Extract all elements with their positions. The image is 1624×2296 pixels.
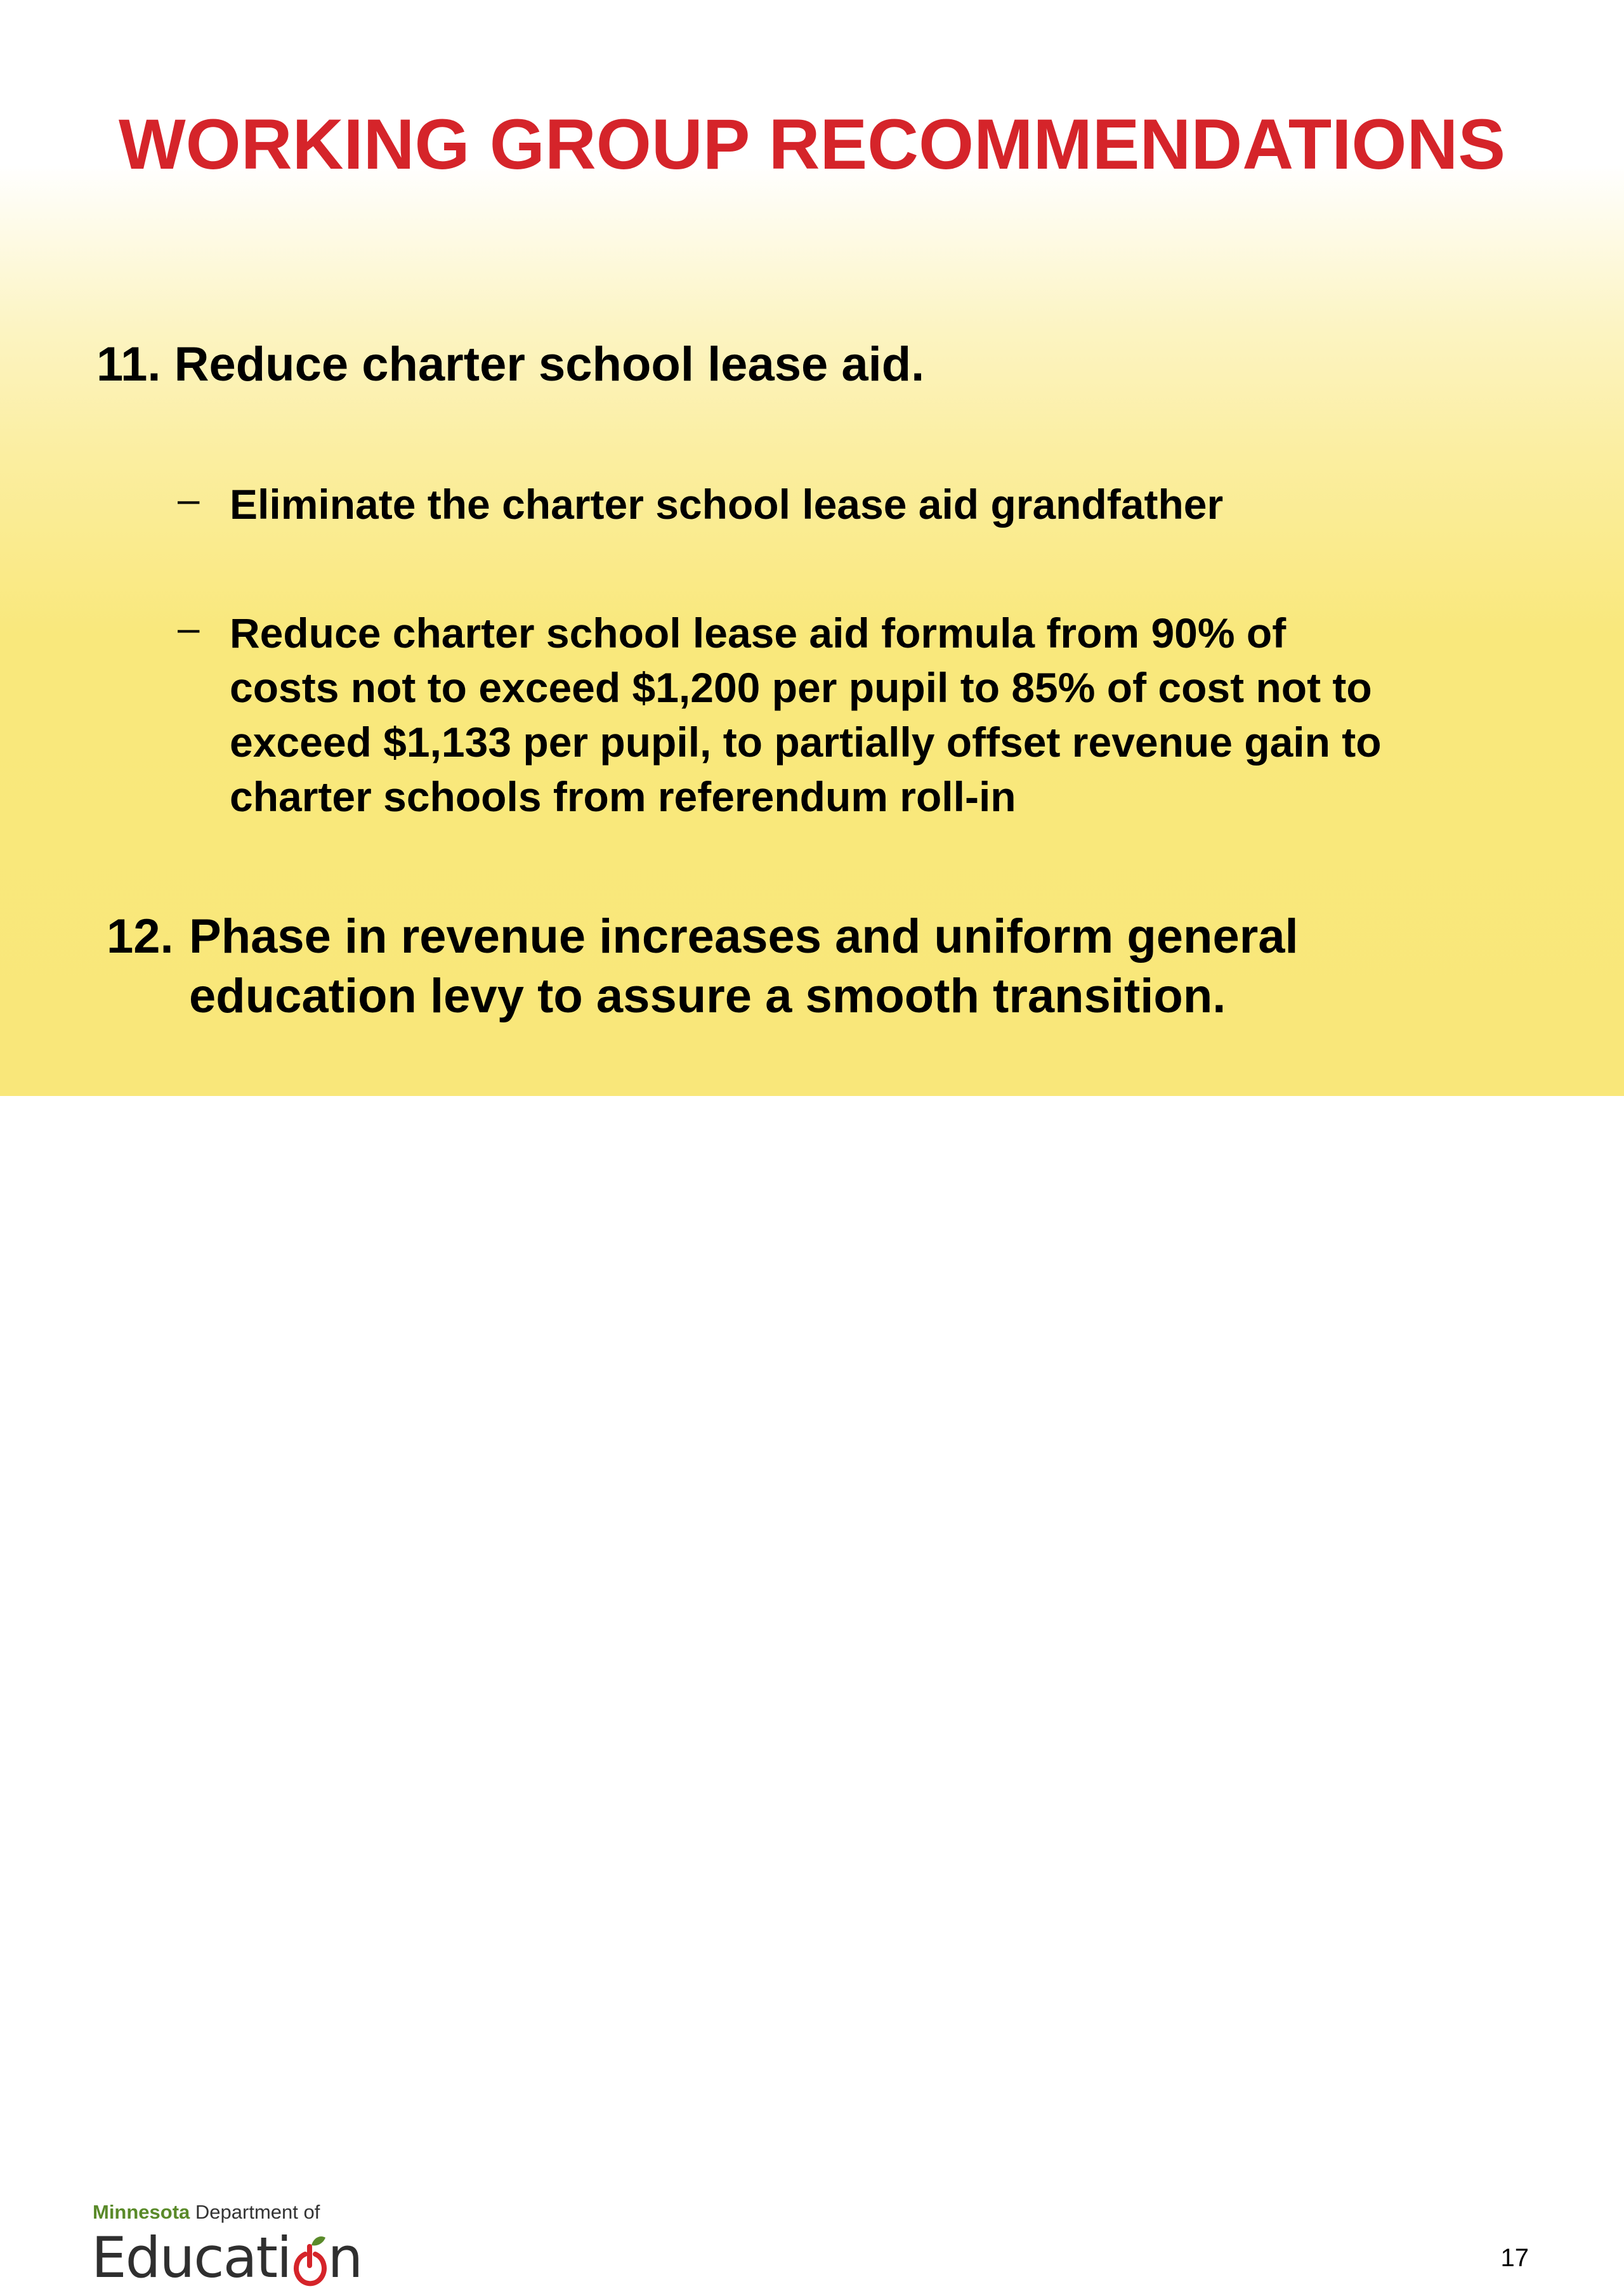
recommendation-12 <box>107 907 1299 1026</box>
logo-department-of: Department of <box>195 2201 320 2223</box>
subitem-2 <box>230 606 1382 824</box>
page-number: 17 <box>1500 2244 1529 2272</box>
recommendation-12-line-1: Phase in revenue increases and uniform general <box>189 910 1299 963</box>
subitem-1-line: Eliminate the charter school lease aid grandfather <box>230 481 1224 528</box>
logo-word-end: n <box>327 2225 362 2290</box>
dash-bullet-2: – <box>178 606 200 650</box>
subitem-2-line-1: Reduce charter school lease aid formula from 90% of <box>230 610 1287 656</box>
slide-footer <box>0 1096 1624 2290</box>
subitem-2-line-2: costs not to exceed $1,200 per pupil to 85% of cost not to <box>230 664 1372 711</box>
apple-o-icon <box>291 2226 328 2290</box>
mde-logo <box>91 2226 362 2296</box>
subitem-1 <box>230 477 1223 532</box>
logo-state-name: Minnesota <box>93 2201 190 2223</box>
logo-department-line <box>93 2201 320 2224</box>
subitem-2-line-4: charter schools from referendum roll-in <box>230 773 1016 820</box>
recommendation-12-line-2: education levy to assure a smooth transition. <box>189 969 1226 1023</box>
recommendation-12-number: 12. <box>107 910 174 963</box>
dash-bullet-1: – <box>178 478 200 521</box>
logo-word-start: Educati <box>91 2225 291 2290</box>
recommendation-11: 11. Reduce charter school lease aid. <box>96 337 925 391</box>
slide-body <box>0 0 1624 1096</box>
slide-title: WORKING GROUP RECOMMENDATIONS <box>118 105 1506 184</box>
subitem-2-line-3: exceed $1,133 per pupil, to partially offset revenue gain to <box>230 719 1382 766</box>
